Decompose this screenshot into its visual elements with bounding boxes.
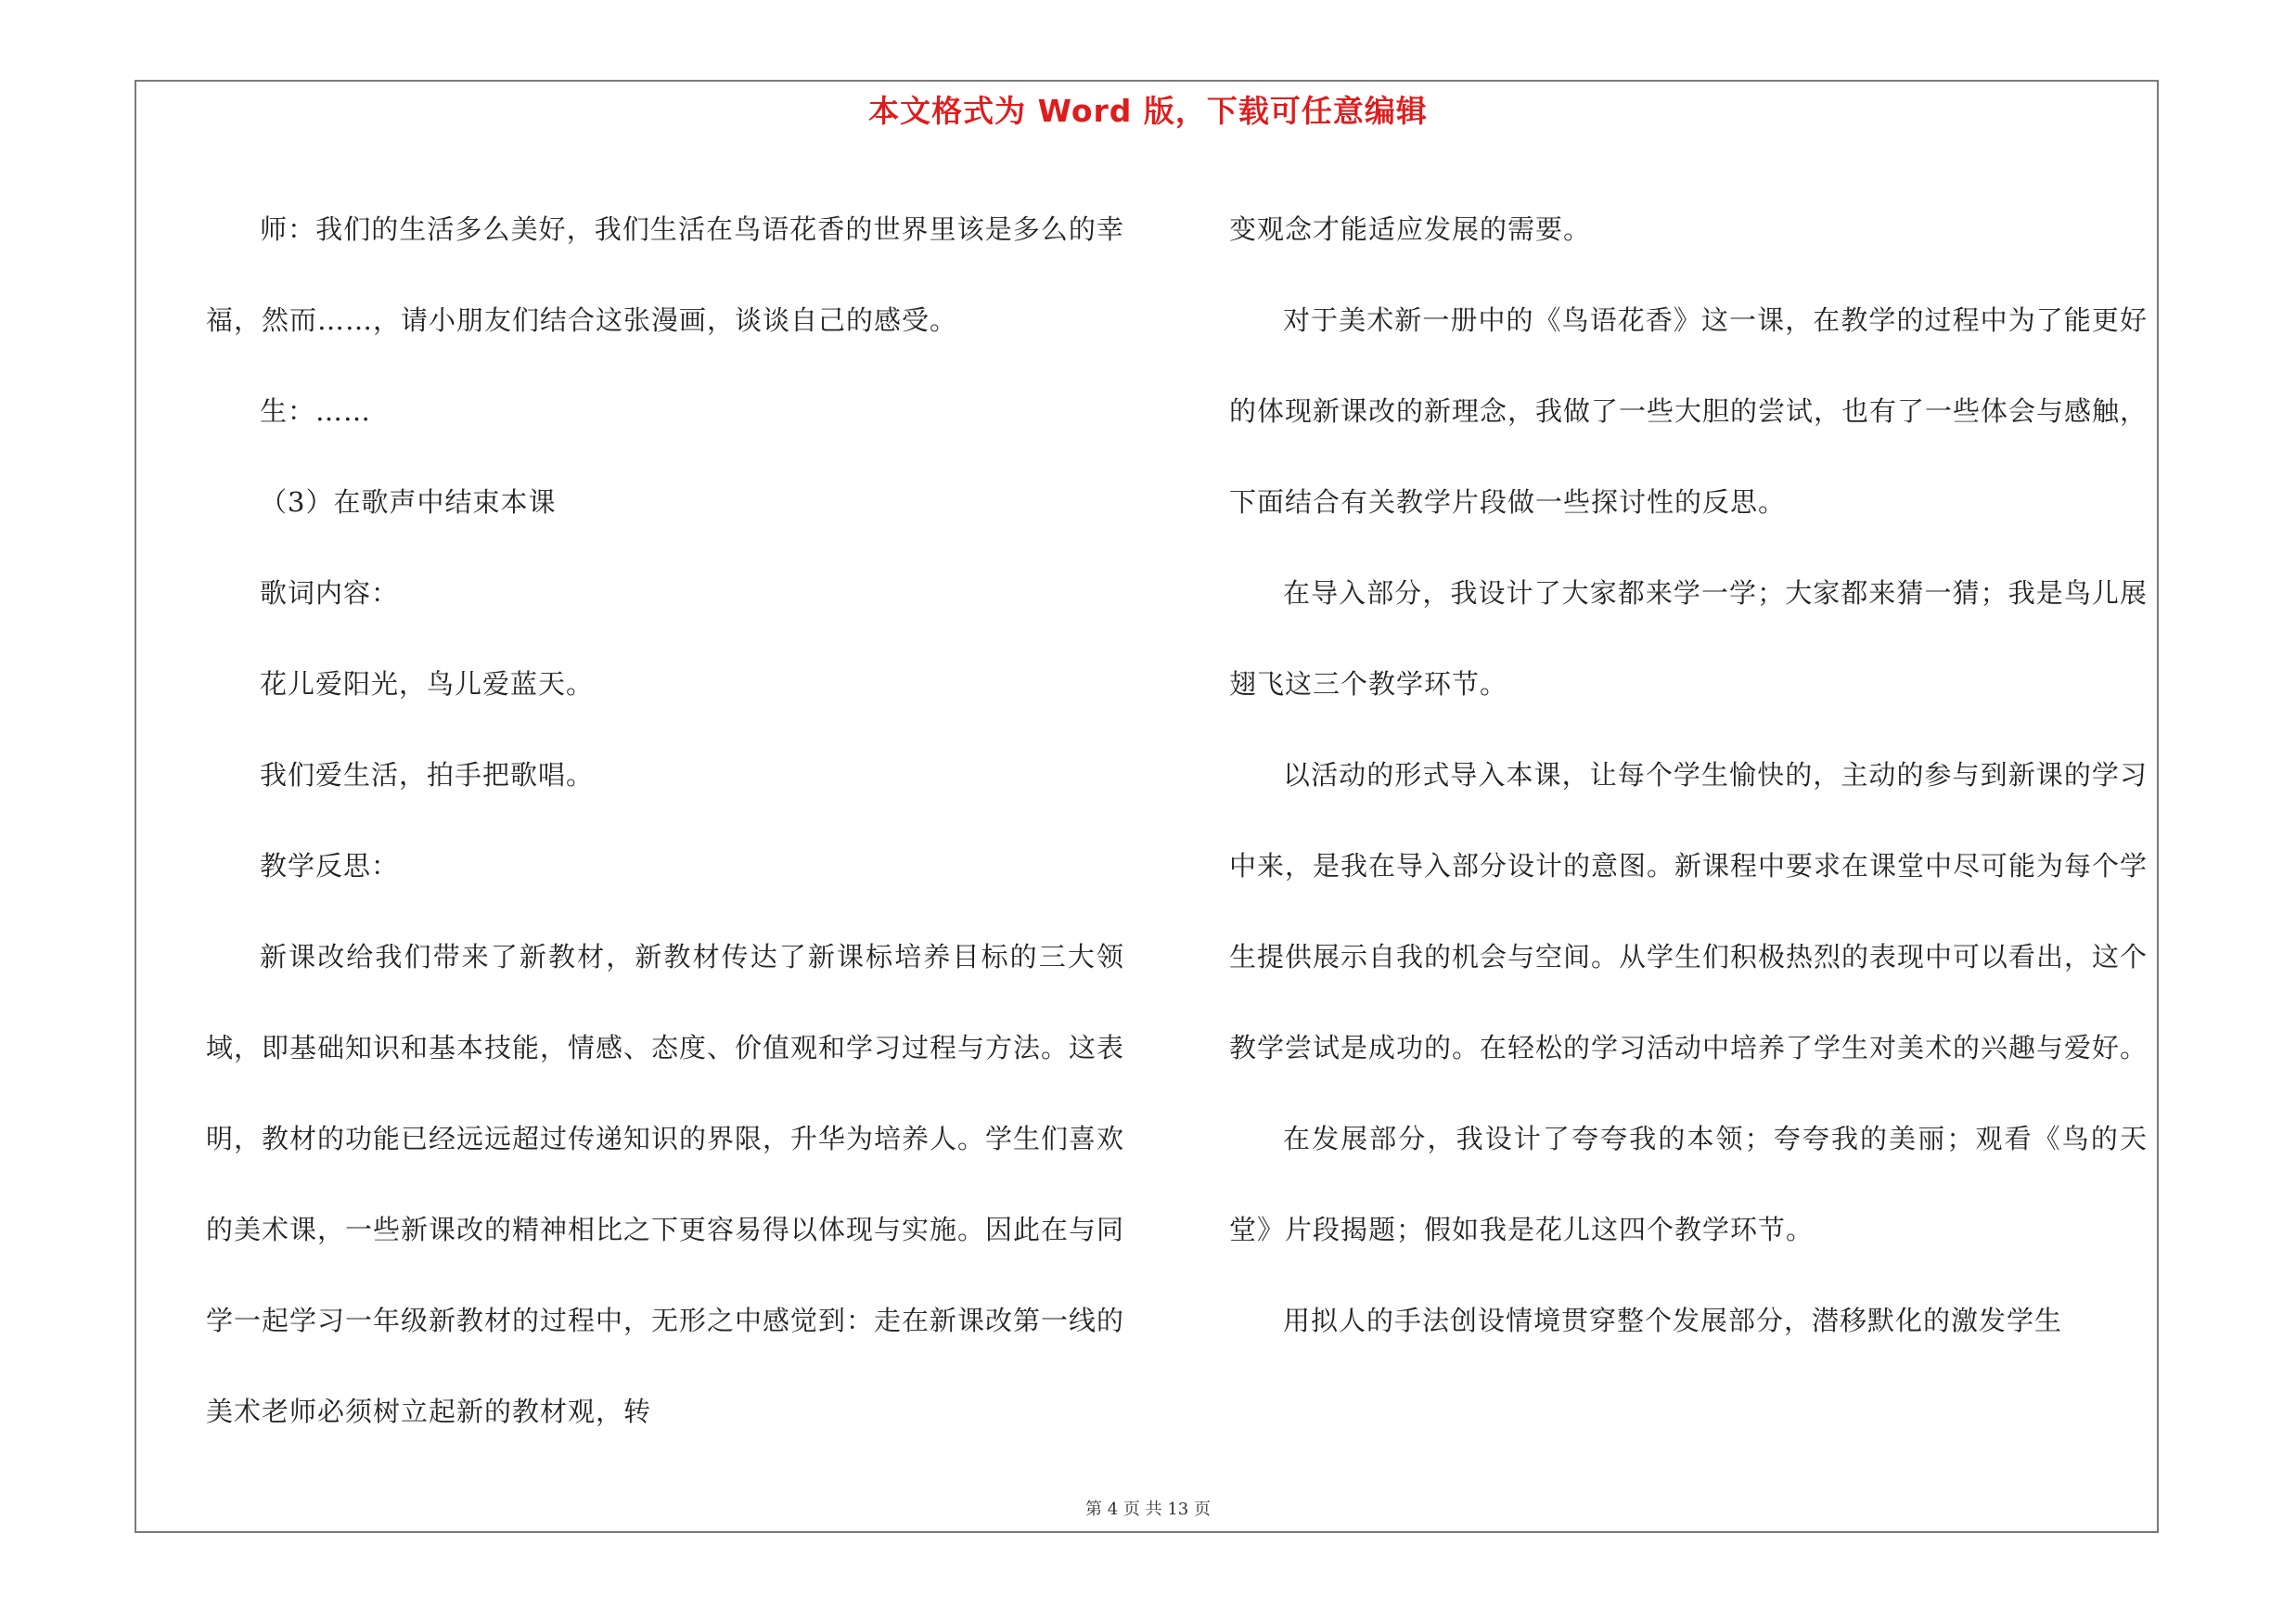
paragraph: 变观念才能适应发展的需要。 (1229, 213, 1592, 245)
paragraph: 对于美术新一册中的《鸟语花香》这一课，在教学的过程中为了能更好的体现新课改的新理念，我做了一些大胆的尝试，也有了一些体会与感触，下面结合有关教学片段做一些探讨性的反思。 (1229, 304, 2148, 518)
paragraph: 在导入部分，我设计了大家都来学一学；大家都来猜一猜；我是鸟儿展翅飞这三个教学环节。 (1229, 577, 2148, 700)
page-number-footer: 第 4 页 共 13 页 (1085, 1500, 1211, 1519)
paragraph: 生：…… (260, 395, 372, 427)
paragraph: 在发展部分，我设计了夸夸我的本领；夸夸我的美丽；观看《鸟的天堂》片段揭题；假如我是花儿这四个教学环节。 (1229, 1123, 2148, 1245)
paragraph: （3）在歌声中结束本课 (260, 486, 557, 518)
paragraph: 歌词内容： (260, 577, 400, 609)
paragraph: 新课改给我们带来了新教材，新教材传达了新课标培养目标的三大领域，即基础知识和基本技能，情感、态度、价值观和学习过程与方法。这表明，教材的功能已经远远超过传递知识的界限，升华为培养人。学生们喜欢的美术课，一些新课改的精神相比之下更容易得以体现与实施。因此在与同学一起学习一年级新教材的过程中，无形之中感觉到：走在新课改第一线的美术老师必须树立起新的教材观，转 (206, 941, 1125, 1427)
paragraph: 师：我们的生活多么美好，我们生活在鸟语花香的世界里该是多么的幸福，然而……，请小朋友们结合这张漫画，谈谈自己的感受。 (206, 213, 1124, 336)
left-column (206, 184, 1124, 1457)
paragraph: 教学反思： (260, 850, 400, 882)
right-column (1229, 184, 2148, 1366)
paragraph: 以活动的形式导入本课，让每个学生愉快的，主动的参与到新课的学习中来，是我在导入部分设计的意图。新课程中要求在课堂中尽可能为每个学生提供展示自我的机会与空间。从学生们积极热烈的表现中可以看出，这个教学尝试是成功的。在轻松的学习活动中培养了学生对美术的兴趣与爱好。 (1229, 759, 2148, 1063)
word-format-banner: 本文格式为 Word 版，下载可任意编辑 (868, 93, 1428, 129)
paragraph: 我们爱生活，拍手把歌唱。 (260, 759, 595, 791)
paragraph: 用拟人的手法创设情境贯穿整个发展部分，潜移默化的激发学生 (1283, 1305, 2063, 1336)
paragraph: 花儿爱阳光，鸟儿爱蓝天。 (260, 668, 595, 700)
